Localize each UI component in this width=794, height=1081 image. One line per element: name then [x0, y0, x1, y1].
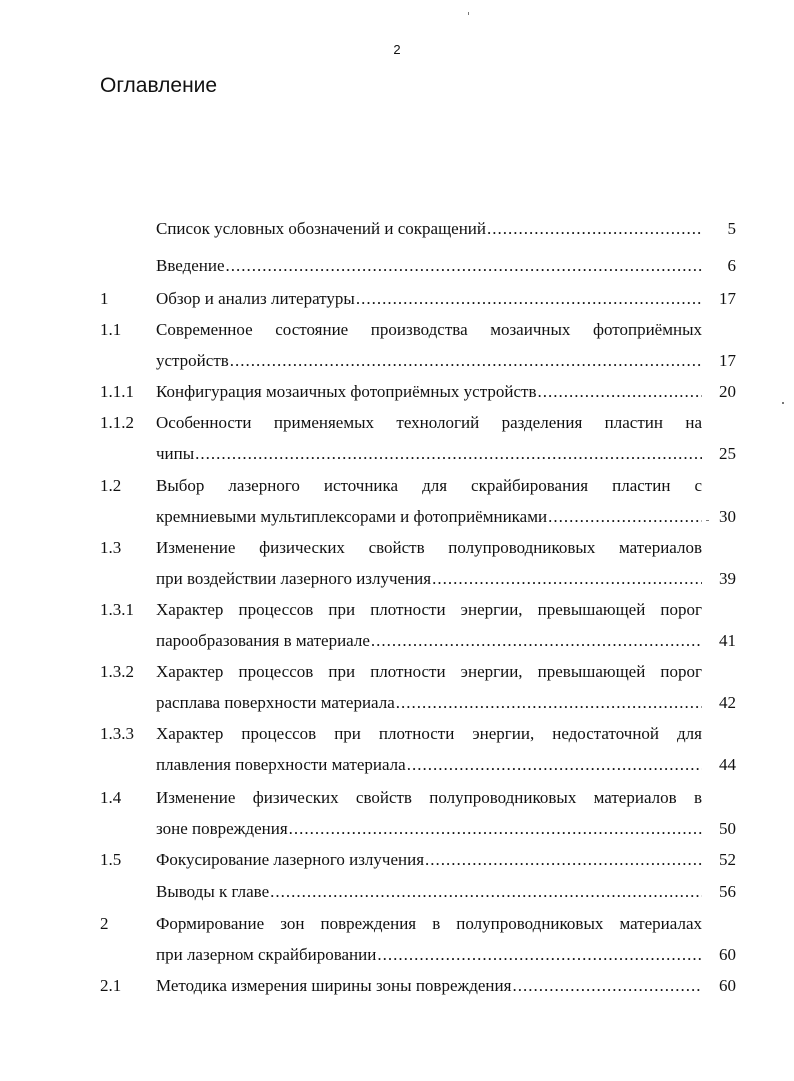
toc-entry-title-line: Обзор и анализ литературы [156, 289, 355, 308]
toc-entry-title [156, 213, 702, 244]
toc-entry-title-line: при лазерном скрайбировании [156, 945, 377, 964]
toc-entry-page: 17 [719, 289, 736, 308]
toc-entry-page: 20 [719, 382, 736, 401]
dot-leader [371, 625, 702, 656]
toc-entry-number: 2 [100, 914, 109, 933]
toc-entry-title-line: Изменение физических свойств полупроводниковых материалов в [156, 788, 702, 807]
toc-entry-title-line: Список условных обозначений и сокращений [156, 219, 487, 238]
toc-entry-title-line: Формирование зон повреждения в полупроводниковых материалах [156, 914, 702, 933]
toc-entry-number: 1.3.1 [100, 600, 134, 619]
toc-entry-title [156, 470, 702, 532]
toc-entry-title-line: парообразования в материале [156, 631, 370, 650]
toc-entry-title-line: Особенности применяемых технологий разделения пластин на [156, 413, 702, 432]
dot-leader [548, 501, 702, 532]
dot-leader [425, 844, 702, 875]
toc-entry-page: 41 [719, 631, 736, 650]
toc-entry-title [156, 376, 702, 407]
toc-entry-title-line: при воздействии лазерного излучения [156, 569, 432, 588]
dot-leader [230, 345, 702, 376]
toc-entry-number: 2.1 [100, 976, 122, 995]
toc-entry-title [156, 532, 702, 594]
toc-entry-title-line: Современное состояние производства мозаичных фотоприёмных [156, 320, 702, 339]
toc-entry-page: 42 [719, 693, 736, 712]
toc-entry-number: 1.5 [100, 850, 122, 869]
toc-entry-title-line: Изменение физических свойств полупроводниковых материалов [156, 538, 702, 557]
dot-leader [289, 813, 702, 844]
dot-leader [226, 250, 702, 281]
toc-entry-title-line: Введение [156, 256, 225, 275]
toc-entry-number: 1.3.2 [100, 662, 134, 681]
toc-entry-title-line: устройств [156, 351, 229, 370]
toc-entry-title-line: зоне повреждения [156, 819, 288, 838]
toc-entry-title [156, 970, 702, 1001]
toc-entry-page: 60 [719, 976, 736, 995]
dot-leader [356, 283, 702, 314]
toc-entry-number: 1.1 [100, 320, 122, 339]
toc-entry-title-line: Характер процессов при плотности энергии, недостаточной для [156, 724, 702, 743]
toc-entry-title [156, 283, 702, 314]
toc-entry-number: 1.4 [100, 788, 122, 807]
dot-leader [512, 970, 702, 1001]
toc-entry-page: 17 [719, 351, 736, 370]
dot-leader [270, 876, 702, 907]
toc-entry-number: 1 [100, 289, 109, 308]
toc-entry-page: 52 [719, 850, 736, 869]
toc-entry-title-line: Фокусирование лазерного излучения [156, 850, 425, 869]
toc-entry-page: 30 [719, 507, 736, 526]
toc-entry-title [156, 844, 702, 875]
toc-entry-title-line: Характер процессов при плотности энергии, превышающей порог [156, 600, 702, 619]
dot-leader [432, 563, 702, 594]
toc-entry-title [156, 718, 702, 780]
page-number: 2 [393, 42, 401, 57]
toc-entry-title-line: расплава поверхности материала [156, 693, 395, 712]
toc-entry-number: 1.1.1 [100, 382, 134, 401]
toc-entry-title-line: Выбор лазерного источника для скрайбирования пластин с [156, 476, 702, 495]
toc-entry-number: 1.3.3 [100, 724, 134, 743]
toc-entry-title [156, 908, 702, 970]
scan-speck [468, 12, 469, 15]
toc-entry-page: 44 [719, 755, 736, 774]
page-title: Оглавление [100, 74, 218, 97]
dot-leader [195, 438, 702, 469]
toc-entry-number: 1.3 [100, 538, 122, 557]
scan-speck [782, 402, 784, 404]
dot-leader [537, 376, 702, 407]
toc-entry-title-line: Характер процессов при плотности энергии, превышающей порог [156, 662, 702, 681]
toc-entry-title-line: плавления поверхности материала [156, 755, 406, 774]
toc-entry-title-line: кремниевыми мультиплексорами и фотоприёмниками [156, 507, 548, 526]
toc-entry-page: 5 [727, 219, 736, 238]
toc-entry-title [156, 250, 702, 281]
dot-leader [407, 749, 702, 780]
dot-leader [377, 939, 702, 970]
toc-entry-title-line: Конфигурация мозаичных фотоприёмных устройств [156, 382, 537, 401]
toc-entry-number: 1.2 [100, 476, 122, 495]
toc-entry-page: 39 [719, 569, 736, 588]
toc-entry-number: 1.1.2 [100, 413, 134, 432]
toc-entry-title [156, 782, 702, 844]
toc-entry-page: 6 [727, 256, 736, 275]
toc-entry-title [156, 407, 702, 469]
toc-entry-page: 60 [719, 945, 736, 964]
dot-leader [396, 687, 702, 718]
toc-entry-title [156, 876, 702, 907]
scan-speck [706, 520, 709, 521]
toc-entry-page: 25 [719, 444, 736, 463]
toc-entry-title-line: чипы [156, 444, 195, 463]
dot-leader [487, 213, 702, 244]
toc-entry-title-line: Выводы к главе [156, 882, 270, 901]
toc-entry-title [156, 656, 702, 718]
toc-entry-title-line: Методика измерения ширины зоны повреждения [156, 976, 512, 995]
toc-entry-title [156, 594, 702, 656]
toc-entry-page: 50 [719, 819, 736, 838]
toc-entry-title [156, 314, 702, 376]
toc-entry-page: 56 [719, 882, 736, 901]
